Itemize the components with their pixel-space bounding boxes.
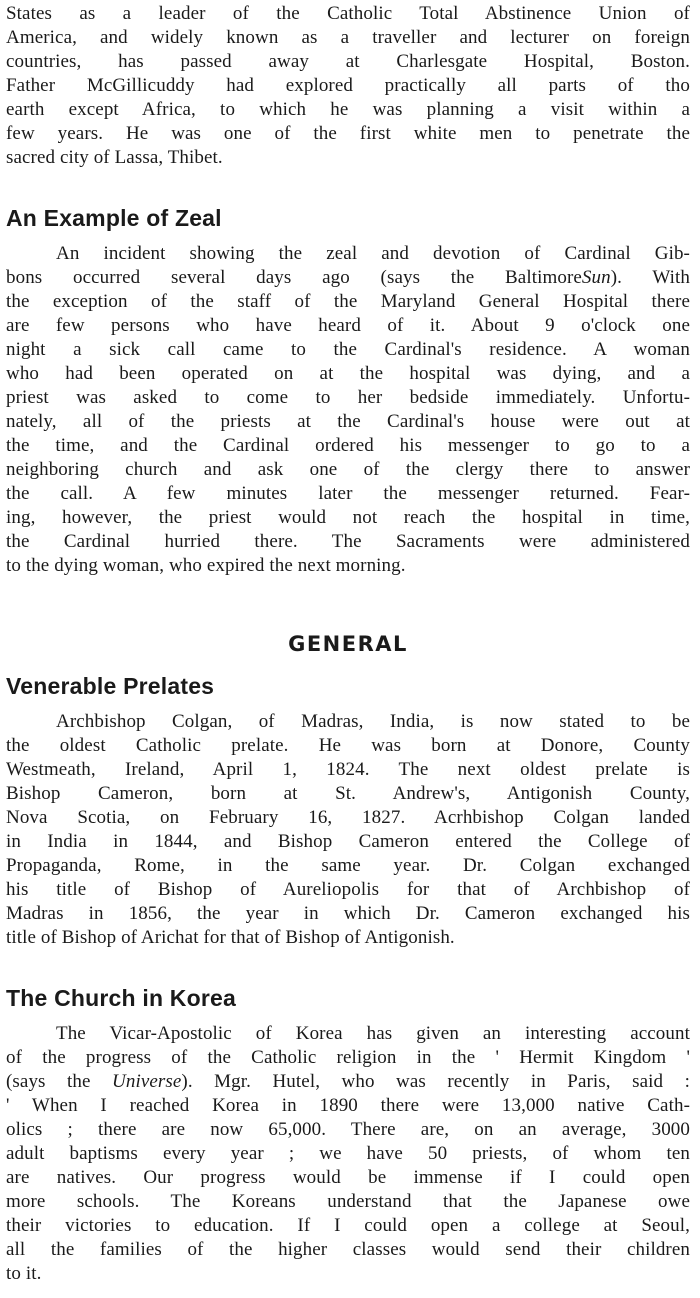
text-line: few years. He was one of the first white men to penetrate the (6, 123, 690, 144)
text-segment: bons occurred several days ago (says the Baltimore (6, 267, 582, 288)
text-line: The Vicar-Apostolic of Korea has given an interesting account (56, 1023, 690, 1044)
text-line: more schools. The Koreans understand that the Japanese owe (6, 1191, 690, 1212)
text-line: An incident showing the zeal and devotion of Cardinal Gib- (56, 243, 690, 264)
text-line: countries, has passed away at Charlesgate Hospital, Boston. (6, 51, 690, 72)
korea-paragraph (6, 1022, 690, 1286)
text-segment: (says the (6, 1071, 91, 1092)
text-line: of the progress of the Catholic religion in the ' Hermit Kingdom ' (6, 1047, 690, 1068)
text-segment: ). With (610, 267, 690, 288)
italic-segment: Sun (581, 267, 611, 288)
text-line: nately, all of the priests at the Cardinal's house were out at (6, 411, 690, 432)
text-line: in India in 1844, and Bishop Cameron entered the College of (6, 831, 690, 852)
heading-venerable-prelates: Venerable Prelates (6, 673, 215, 699)
text-line (6, 1070, 690, 1094)
section-title-general: GENERAL (288, 632, 408, 656)
text-line: who had been operated on at the hospital was dying, and a (6, 363, 690, 384)
text-line: Madras in 1856, the year in which Dr. Cameron exchanged his (6, 903, 690, 924)
text-line: adult baptisms every year ; we have 50 priests, of whom ten (6, 1143, 690, 1164)
text-line: Father McGillicuddy had explored practically all parts of tho (6, 75, 690, 96)
text-line: are natives. Our progress would be immense if I could open (6, 1167, 690, 1188)
text-line: the exception of the staff of the Maryland General Hospital there (6, 291, 690, 312)
text-line: to the dying woman, who expired the next morning. (6, 555, 406, 576)
text-line: Archbishop Colgan, of Madras, India, is now stated to be (56, 711, 690, 732)
text-line: the Cardinal hurried there. The Sacraments were administered (6, 531, 690, 552)
text-line: America, and widely known as a traveller and lecturer on foreign (6, 27, 690, 48)
text-line: Nova Scotia, on February 16, 1827. Acrhbishop Colgan landed (6, 807, 690, 828)
text-line: Propaganda, Rome, in the same year. Dr. Colgan exchanged (6, 855, 690, 876)
text-line: title of Bishop of Arichat for that of Bishop of Antigonish. (6, 927, 455, 948)
text-line: their victories to education. If I could open a college at Seoul, (6, 1215, 690, 1236)
italic-segment: Universe (112, 1071, 182, 1092)
text-line: his title of Bishop of Aureliopolis for that of Archbishop of (6, 879, 690, 900)
text-line: neighboring church and ask one of the clergy there to answer (6, 459, 690, 480)
text-line: the time, and the Cardinal ordered his messenger to go to a (6, 435, 690, 456)
text-line: Westmeath, Ireland, April 1, 1824. The next oldest prelate is (6, 759, 690, 780)
text-line: States as a leader of the Catholic Total Abstinence Union of (6, 3, 690, 24)
text-line: the oldest Catholic prelate. He was born at Donore, County (6, 735, 690, 756)
text-line: sacred city of Lassa, Thibet. (6, 147, 223, 168)
text-segment: ). Mgr. Hutel, who was recently in Paris, said : (181, 1071, 690, 1092)
text-line: the call. A few minutes later the messenger returned. Fear- (6, 483, 690, 504)
text-line: Bishop Cameron, born at St. Andrew's, Antigonish County, (6, 783, 690, 804)
text-line (6, 266, 690, 290)
text-line: ing, however, the priest would not reach the hospital in time, (6, 507, 690, 528)
text-line: to it. (6, 1263, 42, 1284)
text-line: priest was asked to come to her bedside immediately. Unfortu- (6, 387, 690, 408)
text-line: night a sick call came to the Cardinal's residence. A woman (6, 339, 690, 360)
prelates-paragraph (6, 710, 690, 950)
text-line: earth except Africa, to which he was planning a visit within a (6, 99, 690, 120)
text-line: ' When I reached Korea in 1890 there were 13,000 native Cath- (6, 1095, 690, 1116)
heading-example-of-zeal: An Example of Zeal (6, 205, 222, 231)
text-line: all the families of the higher classes would send their children (6, 1239, 690, 1260)
text-line: olics ; there are now 65,000. There are, on an average, 3000 (6, 1119, 690, 1140)
heading-church-in-korea: The Church in Korea (6, 985, 236, 1011)
zeal-paragraph (6, 242, 690, 578)
text-line: are few persons who have heard of it. About 9 o'clock one (6, 315, 690, 336)
intro-paragraph (6, 2, 690, 170)
